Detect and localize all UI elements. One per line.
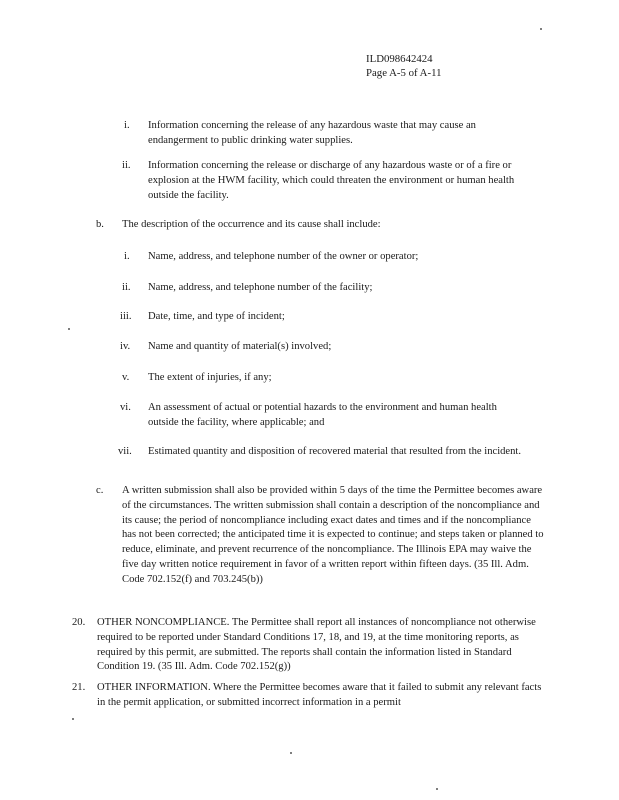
- document-id: ILD098642424: [366, 53, 433, 65]
- list-item: Name and quantity of material(s) involved;: [148, 341, 332, 352]
- scan-speck: [436, 788, 438, 790]
- condition-number: 21.: [72, 682, 86, 693]
- list-item: Name, address, and telephone number of the owner or operator;: [148, 251, 419, 262]
- list-item: An assessment of actual or potential hazards to the environment and human health outside the facility, where applicable; and: [148, 402, 497, 428]
- list-item: Estimated quantity and disposition of recovered material that resulted from the incident.: [148, 446, 522, 457]
- list-item: Information concerning the release of any hazardous waste that may cause an endangerment to public drinking water supplies.: [148, 120, 476, 146]
- item-numeral: ii.: [122, 282, 131, 293]
- list-item: Date, time, and type of incident;: [148, 311, 285, 322]
- section-label: c.: [96, 485, 104, 496]
- item-numeral: iii.: [120, 311, 132, 322]
- item-numeral: v.: [122, 372, 130, 383]
- item-numeral: iv.: [120, 341, 131, 352]
- page-number: Page A-5 of A-11: [366, 67, 442, 79]
- item-numeral: vii.: [118, 446, 132, 457]
- condition-paragraph: OTHER INFORMATION. Where the Permittee becomes aware that it failed to submit any relevant facts in the permit application, or submitted incorrect information in a permit: [97, 682, 542, 708]
- scan-speck: [540, 28, 542, 30]
- section-intro: The description of the occurrence and its cause shall include:: [122, 219, 381, 230]
- list-item: Name, address, and telephone number of the facility;: [148, 282, 373, 293]
- scan-speck: [290, 752, 292, 754]
- item-numeral: i.: [124, 120, 130, 131]
- section-paragraph: A written submission shall also be provided within 5 days of the time the Permittee becomes aware of the circumstances. The written submission shall contain a description of the noncompliance and its cause; the period of noncompliance including exact dates and times and if the noncompliance has not been corrected; the anticipated time it is expected to continue; and steps taken or planned to reduce, eliminate, and prevent recurrence of the noncompliance. The Illinois EPA may waive the five day written notice requirement in favor of a written report within fifteen days. (35 Ill. Adm. Code 702.152(f) and 703.245(b)): [122, 485, 544, 585]
- list-item: The extent of injuries, if any;: [148, 372, 272, 383]
- scan-speck: [68, 328, 70, 330]
- item-numeral: vi.: [120, 402, 131, 413]
- section-label: b.: [96, 219, 104, 230]
- page-header: [366, 52, 441, 80]
- item-numeral: i.: [124, 251, 130, 262]
- scan-speck: [72, 718, 74, 720]
- item-numeral: ii.: [122, 160, 131, 171]
- condition-number: 20.: [72, 617, 86, 628]
- list-item: Information concerning the release or discharge of any hazardous waste or of a fire or explosion at the HWM facility, which could threaten the environment or human health outside the facility.: [148, 160, 515, 201]
- condition-paragraph: OTHER NONCOMPLIANCE. The Permittee shall report all instances of noncompliance not otherwise required to be reported under Standard Conditions 17, 18, and 19, at the time monitoring reports, as required by this permit, are submitted. The reports shall contain the information listed in Standard Condition 19. (35 Ill. Adm. Code 702.152(g)): [97, 617, 536, 673]
